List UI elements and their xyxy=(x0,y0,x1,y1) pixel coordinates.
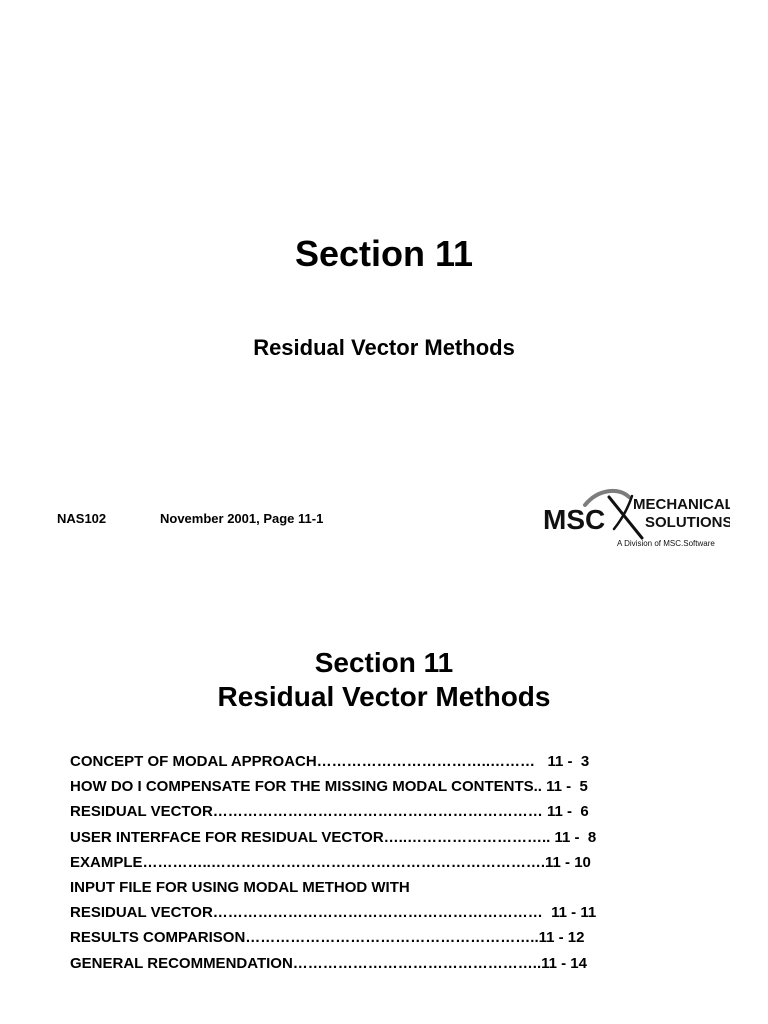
toc-line: RESIDUAL VECTOR………………………………………………………… 11 - 11 xyxy=(70,904,597,922)
section-subtitle: Residual Vector Methods xyxy=(253,335,515,360)
logo-mechanical-text: MECHANICAL xyxy=(633,496,730,513)
date-page-label: November 2001, Page 11-1 xyxy=(160,511,324,526)
toc-line: EXAMPLE…………..………………………………………………………….11 - 10 xyxy=(70,853,591,871)
toc-line: CONCEPT OF MODAL APPROACH……………………………..……… 11 - 3 xyxy=(70,753,590,770)
toc-heading-line-2: Residual Vector Methods xyxy=(217,681,551,712)
toc-heading xyxy=(0,646,768,714)
toc-line: RESULTS COMPARISON…………………………………………………..11 - 12 xyxy=(70,929,585,947)
toc-line: GENERAL RECOMMENDATION…………………………………………..11 - 14 xyxy=(70,954,587,972)
toc-heading-line-1: Section 11 xyxy=(314,647,454,678)
logo-solutions-text: SOLUTIONS xyxy=(645,514,730,531)
course-code: NAS102 xyxy=(57,511,107,526)
logo-tagline-text: A Division of MSC.Software xyxy=(617,539,715,548)
toc-line: INPUT FILE FOR USING MODAL METHOD WITH xyxy=(70,879,410,897)
table-of-contents xyxy=(70,749,710,976)
toc-line: HOW DO I COMPENSATE FOR THE MISSING MODAL CONTENTS.. 11 - 5 xyxy=(70,778,588,796)
section-title: Section 11 xyxy=(294,233,474,274)
logo-msc-text: MSC xyxy=(543,504,606,535)
toc-line: USER INTERFACE FOR RESIDUAL VECTOR…..……………………….. 11 - 8 xyxy=(70,828,597,846)
msc-logo-graphic xyxy=(540,482,730,552)
toc-line: RESIDUAL VECTOR………………………………………………………… 11 - 6 xyxy=(70,803,589,821)
msc-logo xyxy=(540,482,730,552)
